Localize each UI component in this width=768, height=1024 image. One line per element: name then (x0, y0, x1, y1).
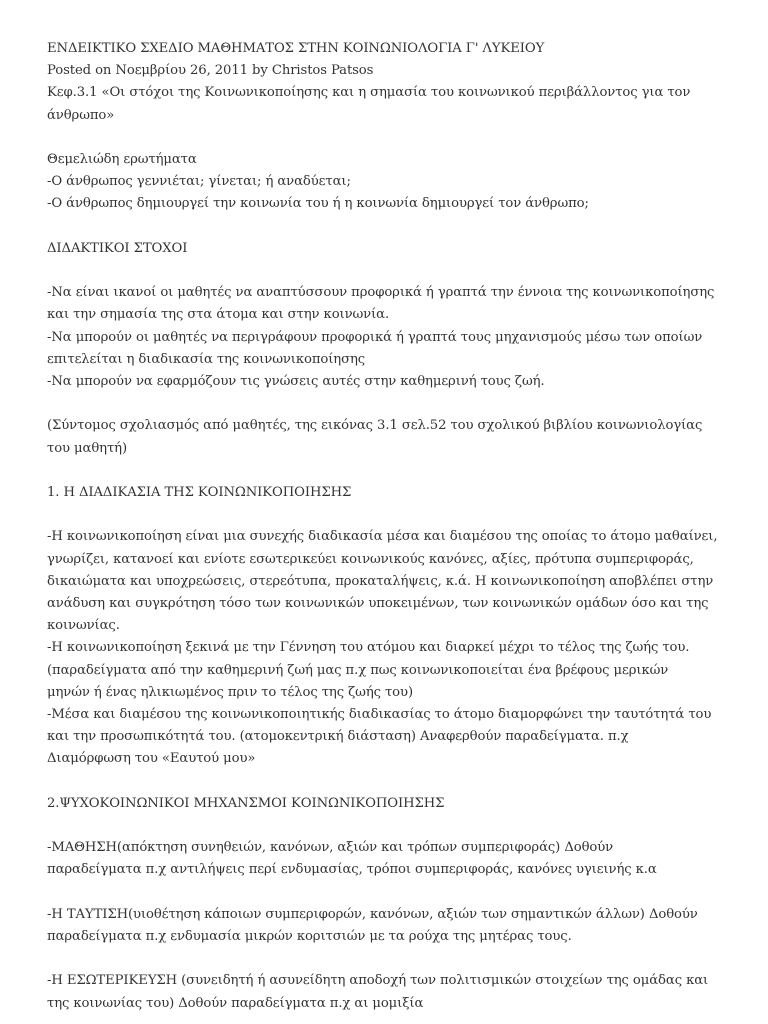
section1-line: γνωρίζει, κατανοεί και ενίοτε εσωτερικεύει κοινωνικούς κανόνες, αξίες, πρότυπα συμπεριφοράς, (47, 551, 694, 567)
section1-line: (παραδείγματα από την καθημερινή ζωή μας π.χ πως κοινωνικοποιείται ένα βρέφους μερικών (47, 662, 669, 678)
esoterikefsi-line: -Η ΕΣΩΤΕΡΙΚΕΥΣΗ (συνειδητή ή ασυνείδητη αποδοχή των πολιτισμικών στοιχείων της ομάδας και (47, 973, 709, 989)
post-meta (47, 60, 737, 82)
fundamental-questions-heading: Θεμελιώδη ερωτήματα (47, 152, 197, 167)
esoterikefsi-line: της κοινωνίας του) Δοθούν παραδείγματα π.χ αι μομιξία (47, 995, 424, 1011)
document-title: ΕΝΔΕΙΚΤΙΚΟ ΣΧΕΔΙΟ ΜΑΘΗΜΑΤΟΣ ΣΤΗΝ ΚΟΙΝΩΝΙΟΛΟΓΙΑ Γ' ΛΥΚΕΙΟΥ (47, 41, 545, 56)
section1-line: κοινωνίας. (47, 618, 120, 634)
post-date-link[interactable]: Νοεμβρίου 26, 2011 (115, 63, 248, 79)
document-page (47, 38, 737, 1015)
objective-line: -Να είναι ικανοί οι μαθητές να αναπτύσσουν προφορικά ή γραπτά την έννοια της κοινωνικοποίησης (47, 285, 715, 301)
section1-line: Διαμόρφωση του «Εαυτού μου» (47, 751, 256, 767)
objective-line: -Να μπορούν να εφαρμόζουν τις γνώσεις αυτές στην καθημερινή τους ζωή. (47, 374, 545, 389)
taftisi-line: -Η ΤΑΥΤΙΣΗ(υιοθέτηση κάποιων συμπεριφορών, κανόνων, αξιών των σημαντικών άλλων) Δοθούν (47, 906, 698, 922)
commentary-line: του μαθητή) (47, 440, 128, 456)
posted-on-label: Posted on (47, 63, 116, 79)
section2-heading: 2.ΨΥΧΟΚΟΙΝΩΝΙΚΟΙ ΜΗΧΑΝΣΜΟΙ ΚΟΙΝΩΝΙΚΟΠΟΙΗΣΗΣ (47, 795, 445, 811)
chapter-line: Κεφ.3.1 «Οι στόχοι της Κοινωνικοποίησης και η σημασία του κοινωνικού περιβάλλοντος για τον (47, 85, 691, 101)
question-item: -Ο άνθρωπος δημιουργεί την κοινωνία του ή η κοινωνία δημιουργεί τον άνθρωπο; (47, 196, 589, 212)
taftisi-line: παραδείγματα π.χ ενδυμασία μικρών κοριτσιών με τα ρούχα της μητέρας τους. (47, 928, 572, 944)
spacer (47, 882, 737, 904)
chapter-line: άνθρωπο» (47, 107, 115, 123)
spacer (47, 815, 737, 837)
commentary-line: (Σύντομος σχολιασμός από μαθητές, της εικόνας 3.1 σελ.52 του σχολικού βιβλίου κοινωνιολογίας (47, 418, 703, 434)
author-link[interactable]: Christos Patsos (271, 63, 374, 79)
section1-line: μηνών ή ένας ηλικιωμένος πριν το τέλος της ζωής του) (47, 684, 413, 700)
spacer (47, 216, 737, 238)
question-item: -Ο άνθρωπος γεννιέται; γίνεται; ή αναδύεται; (47, 174, 351, 190)
section1-heading: 1. Η ΔΙΑΔΙΚΑΣΙΑ ΤΗΣ ΚΟΙΝΩΝΙΚΟΠΟΙΗΣΗΣ (47, 484, 352, 500)
objective-line: -Να μπορούν οι μαθητές να περιγράφουν προφορικά ή γραπτά τους μηχανισμούς μέσω των οποίων (47, 329, 703, 345)
mathisi-line: -ΜΑΘΗΣΗ(απόκτηση συνηθειών, κανόνων, αξιών και τρόπων συμπεριφοράς) Δοθούν (47, 840, 614, 856)
spacer (47, 127, 737, 149)
objective-line: επιτελείται η διαδικασία της κοινωνικοποίησης (47, 351, 366, 367)
objectives-heading: ΔΙΔΑΚΤΙΚΟΙ ΣΤΟΧΟΙ (47, 240, 188, 256)
spacer (47, 504, 737, 526)
spacer (47, 260, 737, 282)
section1-line: και την προσωπικότητά του. (ατομοκεντρική διάσταση) Αναφερθούν παραδείγματα. π.χ (47, 729, 629, 745)
spacer (47, 948, 737, 970)
objective-line: και την σημασία της στα άτομα και στην κοινωνία. (47, 307, 390, 323)
spacer (47, 393, 737, 415)
spacer (47, 771, 737, 793)
section1-line: δικαιώματα και υποχρεώσεις, στερεότυπα, προκαταλήψεις, κ.ά. Η κοινωνικοποίηση αποβλέπει στην (47, 573, 714, 589)
section1-line: -Η κοινωνικοποίηση ξεκινά με την Γέννηση του ατόμου και διαρκεί μέχρι το τέλος της ζωής του. (47, 640, 690, 656)
spacer (47, 460, 737, 482)
section1-line: -Η κοινωνικοποίηση είναι μια συνεχής διαδικασία μέσα και διαμέσου της οποίας το άτομο μαθαίνει, (47, 529, 718, 545)
section1-line: -Μέσα και διαμέσου της κοινωνικοποιητικής διαδικασίας το άτομο διαμορφώνει την ταυτότητά του (47, 707, 712, 722)
section1-line: ανάδυση και συγκρότηση τόσο των κοινωνικών υποκειμένων, των κοινωνικών ομάδων όσο και της (47, 595, 709, 611)
by-label: by (247, 63, 272, 79)
mathisi-line: παραδείγματα π.χ αντιλήψεις περί ενδυμασίας, τρόποι συμπεριφοράς, κανόνες υγιεινής κ.α (47, 862, 657, 878)
